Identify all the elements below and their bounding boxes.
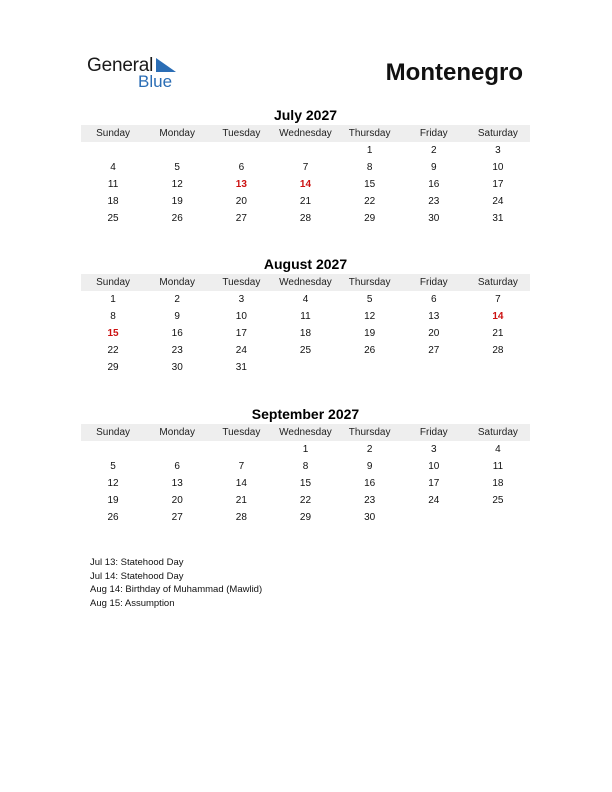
day-cell: 4 [302,294,309,305]
day-cell: 11 [300,311,311,322]
month-title: September 2027 [251,406,360,422]
day-cell: 31 [492,213,504,224]
week-row [81,441,530,458]
day-cell: 5 [174,162,180,173]
day-cell: 2 [430,145,437,156]
day-cell: 15 [299,478,312,489]
day-cell: 25 [299,345,312,356]
week-row [81,308,530,325]
day-cell: 23 [428,196,440,207]
day-cell: 9 [174,311,180,322]
weekday-label: Thursday [348,128,391,139]
day-cell [81,142,145,159]
day-cell [209,142,273,159]
weekday-header-row [81,125,530,142]
weekday-header-row [81,424,530,441]
day-cell: 13 [171,478,183,489]
day-cell: 22 [299,495,312,506]
day-cell: 25 [107,213,119,224]
day-cell: 28 [235,512,247,523]
day-cell: 23 [364,495,376,506]
day-cell: 14 [235,478,247,489]
day-cell: 3 [495,145,501,156]
day-cell [145,142,209,159]
day-cell: 2 [366,444,373,455]
day-cell: 19 [107,495,119,506]
day-cell [466,509,530,526]
day-cell: 6 [238,162,245,173]
weekday-label: Sunday [96,427,131,438]
holiday-entry: Jul 14: Statehood Day [90,570,184,582]
week-row [81,291,530,308]
day-cell: 30 [428,213,440,224]
weekday-label: Tuesday [222,427,261,438]
day-cell: 2 [174,294,180,305]
weekday-label: Wednesday [279,277,332,288]
day-cell: 30 [364,512,376,523]
month-title: August 2027 [263,256,348,272]
day-cell: 5 [110,461,116,472]
day-cell: 3 [238,294,245,305]
logo-blue-text: Blue [138,72,173,91]
day-cell: 17 [235,328,247,339]
week-row [81,210,530,227]
day-cell: 17 [428,478,440,489]
day-cell: 10 [235,311,247,322]
day-cell: 17 [492,179,504,190]
day-cell: 25 [492,495,504,506]
day-cell: 29 [299,512,312,523]
holiday-entry: Jul 13: Statehood Day [90,557,184,568]
day-cell: 19 [364,328,376,339]
weekday-label: Monday [159,128,195,139]
day-cell: 11 [107,179,119,190]
day-cell: 19 [171,196,183,207]
day-cell: 8 [110,311,116,322]
day-cell: 28 [492,345,504,356]
weekday-label: Tuesday [222,277,261,288]
day-cell: 12 [171,179,183,190]
day-cell: 16 [364,478,376,489]
month-september [81,405,530,526]
day-cell: 1 [366,145,373,156]
holiday-day-cell: 14 [299,179,312,190]
day-cell: 18 [492,478,504,489]
day-cell [81,441,145,458]
day-cell: 6 [430,294,437,305]
day-cell: 6 [174,461,180,472]
day-cell: 24 [492,196,504,207]
day-cell: 20 [171,495,183,506]
holiday-list [90,556,262,610]
weekday-label: Sunday [96,277,131,288]
week-row [81,193,530,210]
day-cell: 16 [428,179,440,190]
day-cell: 22 [364,196,376,207]
day-cell: 24 [428,495,440,506]
day-cell: 31 [235,362,247,373]
weekday-label: Saturday [477,128,518,139]
week-row [81,509,530,526]
day-cell [145,441,209,458]
day-cell: 30 [171,362,183,373]
holiday-entry: Aug 15: Assumption [90,597,175,609]
day-cell: 7 [302,162,309,173]
week-row [81,142,530,159]
day-cell: 11 [492,461,504,472]
day-cell: 23 [171,345,183,356]
week-row [81,325,530,342]
day-cell: 5 [366,294,373,305]
day-cell: 15 [364,179,376,190]
month-august [81,255,530,376]
day-cell: 16 [171,328,183,339]
month-title: July 2027 [273,107,338,123]
weekday-label: Sunday [96,128,131,139]
day-cell: 4 [495,444,501,455]
week-row [81,475,530,492]
week-row [81,458,530,475]
day-cell: 22 [107,345,119,356]
day-cell: 27 [171,512,183,523]
day-cell: 1 [110,294,116,305]
weekday-label: Tuesday [222,128,261,139]
day-cell: 8 [302,461,309,472]
weekday-label: Saturday [477,427,518,438]
day-cell: 1 [302,444,309,455]
logo-general-text: General [87,55,154,76]
day-cell [273,142,337,159]
weekday-label: Saturday [477,277,518,288]
logo-flag-icon [156,58,176,72]
day-cell: 27 [428,345,440,356]
holiday-day-cell: 14 [492,311,504,322]
day-cell: 13 [428,311,440,322]
weekday-label: Monday [159,277,195,288]
holiday-day-cell: 15 [107,328,119,339]
day-cell: 21 [492,328,504,339]
holiday-entry: Aug 14: Birthday of Muhammad (Mawlid) [90,584,263,595]
day-cell: 24 [235,345,247,356]
day-cell: 28 [299,213,312,224]
week-row [81,492,530,509]
day-cell: 26 [107,512,119,523]
day-cell: 4 [110,162,116,173]
day-cell: 26 [171,213,183,224]
holiday-day-cell: 13 [235,179,247,190]
day-cell: 29 [364,213,376,224]
weekday-label: Wednesday [279,128,332,139]
country-title: Montenegro [385,59,523,86]
week-row [81,342,530,359]
weekday-label: Wednesday [279,427,332,438]
logo [87,55,187,91]
day-cell: 21 [299,196,312,207]
day-cell [209,441,273,458]
day-cell: 18 [299,328,312,339]
day-cell: 8 [366,162,373,173]
day-cell: 7 [495,294,501,305]
day-cell [273,359,337,376]
weekday-header-row [81,274,530,291]
day-cell [466,359,530,376]
day-cell: 27 [235,213,247,224]
day-cell: 10 [428,461,440,472]
week-row [81,176,530,193]
day-cell: 3 [430,444,437,455]
weekday-label: Friday [419,427,448,438]
day-cell: 20 [235,196,247,207]
day-cell: 7 [238,461,245,472]
day-cell: 20 [428,328,440,339]
week-row [81,359,530,376]
day-cell: 10 [492,162,504,173]
day-cell: 26 [364,345,376,356]
weekday-label: Thursday [348,277,391,288]
day-cell: 12 [107,478,119,489]
day-cell [402,359,466,376]
day-cell [402,509,466,526]
weekday-label: Monday [159,427,195,438]
weekday-label: Friday [419,128,448,139]
day-cell [338,359,402,376]
day-cell: 18 [107,196,119,207]
weekday-label: Thursday [348,427,391,438]
weekday-label: Friday [419,277,448,288]
day-cell: 29 [107,362,119,373]
day-cell: 9 [430,162,437,173]
day-cell: 9 [366,461,373,472]
week-row [81,159,530,176]
month-july [81,106,530,227]
day-cell: 12 [364,311,376,322]
day-cell: 21 [235,495,247,506]
